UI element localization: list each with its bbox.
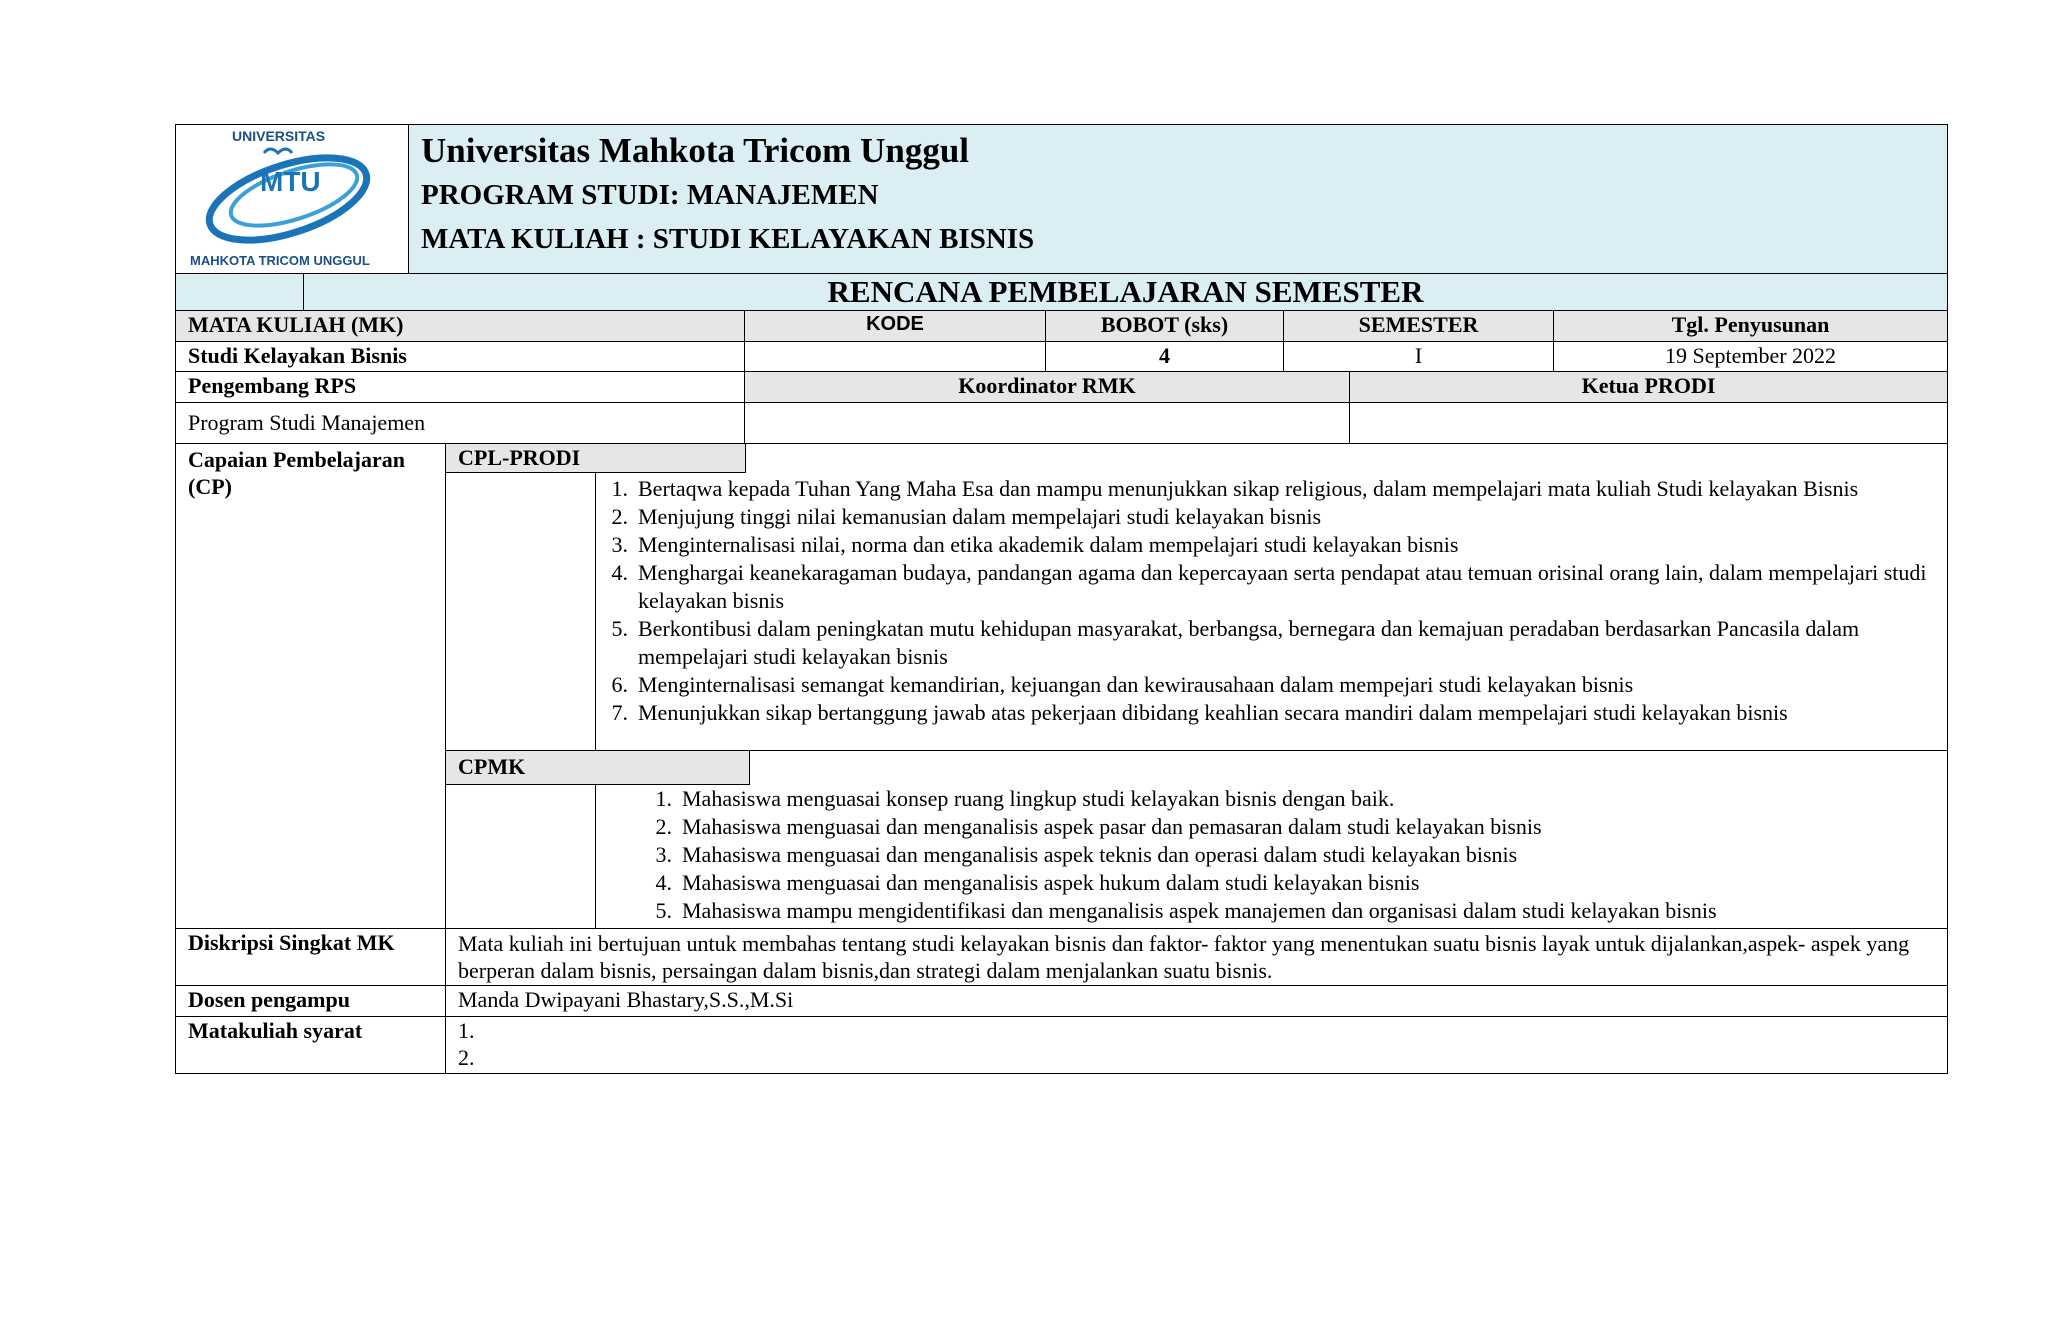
cpl-item-text: Menjujung tinggi nilai kemanusian dalam mempelajari studi kelayakan bisnis — [638, 504, 1322, 529]
cpl-item — [596, 559, 1947, 615]
bobot-value: 4 — [1046, 342, 1284, 372]
kode-header: KODE — [745, 311, 1046, 342]
prerequisite-row — [175, 1017, 1948, 1074]
logo-text-bottom: MAHKOTA TRICOM UNGGUL — [190, 253, 370, 268]
description-label: Diskripsi Singkat MK — [175, 929, 446, 986]
title-row — [175, 274, 1948, 311]
cpmk-item — [640, 785, 1947, 813]
pengembang-header: Pengembang RPS — [175, 372, 745, 403]
cpl-item — [596, 475, 1947, 503]
cpl-list-row — [446, 473, 1947, 750]
description-text: Mata kuliah ini bertujuan untuk membahas tentang studi kelayakan bisnis dan faktor- faktor yang menentukan suatu bisnis layak untuk dijalankan,aspek- aspek yang berperan dalam bisnis, persaingan dalam bisnis,dan strategi dalam menjalankan suatu bisnis. — [446, 929, 1948, 986]
cpmk-label-row — [446, 750, 1947, 785]
cpmk-item-number: 3. — [655, 842, 672, 867]
team-value-row — [175, 403, 1948, 444]
prerequisite-item: 1. — [458, 1018, 475, 1043]
cpmk-item-text: Mahasiswa menguasai dan menganalisis aspek teknis dan operasi dalam studi kelayakan bisnis — [682, 842, 1518, 867]
cpmk-item-number: 5. — [655, 898, 672, 923]
koordinator-value — [745, 403, 1350, 444]
cpl-item-number: 4. — [611, 560, 628, 585]
cpmk-item — [640, 813, 1947, 841]
cpmk-list — [640, 785, 1947, 925]
cpmk-item-text: Mahasiswa mampu mengidentifikasi dan menganalisis aspek manajemen dan organisasi dalam studi kelayakan bisnis — [682, 898, 1717, 923]
cpl-list — [596, 475, 1947, 727]
prerequisite-item: 2. — [458, 1045, 475, 1070]
prerequisite-label: Matakuliah syarat — [175, 1017, 446, 1074]
cpl-item — [596, 531, 1947, 559]
kaprodi-header: Ketua PRODI — [1350, 372, 1948, 403]
logo-graphic — [176, 125, 406, 273]
cpmk-list-row — [446, 785, 1947, 928]
cpl-item-text: Menghargai keanekaragaman budaya, pandangan agama dan kepercayaan serta pendapat atau temuan orisinal orang lain, dalam mempelajari studi kelayakan bisnis — [638, 560, 1927, 613]
kode-value — [745, 342, 1046, 372]
header-titles — [409, 125, 1046, 273]
pengembang-value: Program Studi Manajemen — [175, 403, 745, 444]
cpmk-item — [640, 897, 1947, 925]
tgl-value: 19 September 2022 — [1554, 342, 1948, 372]
prerequisite-list — [446, 1017, 1948, 1074]
course-table-values — [175, 342, 1948, 372]
cpl-item-number: 3. — [611, 532, 628, 557]
cpmk-item — [640, 869, 1947, 897]
doc-title: RENCANA PEMBELAJARAN SEMESTER — [827, 274, 1424, 309]
cpmk-item-text: Mahasiswa menguasai konsep ruang lingkup studi kelayakan bisnis dengan baik. — [682, 786, 1395, 811]
cpl-label: CPL-PRODI — [446, 444, 746, 473]
team-header-row — [175, 372, 1948, 403]
lecturer-label: Dosen pengampu — [175, 986, 446, 1017]
cpl-item-text: Berkontibusi dalam peningkatan mutu kehidupan masyarakat, berbangsa, bernegara dan kemajuan peradaban berdasarkan Pancasila dalam mempelajari studi kelayakan bisnis — [638, 616, 1860, 669]
cpl-item-number: 5. — [611, 616, 628, 641]
cpl-item — [596, 615, 1947, 671]
logo-text-mid: MTU — [260, 166, 321, 197]
bobot-header: BOBOT (sks) — [1046, 311, 1284, 342]
cp-content — [446, 444, 1948, 929]
cpmk-label: CPMK — [446, 751, 750, 785]
cpl-item-number: 6. — [611, 672, 628, 697]
cpl-label-row — [446, 444, 1947, 473]
rps-document — [175, 124, 1948, 1074]
cpmk-item-number: 1. — [655, 786, 672, 811]
logo-text-top: UNIVERSITAS — [232, 128, 326, 144]
semester-header: SEMESTER — [1284, 311, 1554, 342]
cp-section — [175, 444, 1948, 929]
lecturer-row — [175, 986, 1948, 1017]
lecturer-value: Manda Dwipayani Bhastary,S.S.,M.Si — [446, 986, 1948, 1017]
mk-value: Studi Kelayakan Bisnis — [175, 342, 745, 372]
mk-header: MATA KULIAH (MK) — [175, 311, 745, 342]
document-header — [175, 124, 1948, 274]
cpl-item-number: 2. — [611, 504, 628, 529]
cpl-item-number: 1. — [611, 476, 628, 501]
cpl-item — [596, 671, 1947, 699]
cpl-item-text: Menunjukkan sikap bertanggung jawab atas pekerjaan dibidang keahlian secara mandiri dalam mempelajari studi kelayakan bisnis — [638, 700, 1788, 725]
semester-value: I — [1284, 342, 1554, 372]
cpl-item-text: Menginternalisasi semangat kemandirian, kejuangan dan kewirausahaan dalam mempejari studi kelayakan bisnis — [638, 672, 1634, 697]
kaprodi-value — [1350, 403, 1948, 444]
cp-label: Capaian Pembelajaran (CP) — [175, 444, 446, 929]
cpl-item-text: Bertaqwa kepada Tuhan Yang Maha Esa dan mampu menunjukkan sikap religious, dalam mempelajari mata kuliah Studi kelayakan Bisnis — [638, 476, 1859, 501]
cpmk-item-text: Mahasiswa menguasai dan menganalisis aspek pasar dan pemasaran dalam studi kelayakan bisnis — [682, 814, 1542, 839]
course-table-header — [175, 311, 1948, 342]
koordinator-header: Koordinator RMK — [745, 372, 1350, 403]
program-name: PROGRAM STUDI: MANAJEMEN — [421, 179, 879, 211]
cpl-item — [596, 503, 1947, 531]
tgl-header: Tgl. Penyusunan — [1554, 311, 1948, 342]
university-name: Universitas Mahkota Tricom Unggul — [421, 131, 970, 170]
cpmk-item-number: 4. — [655, 870, 672, 895]
cpl-item-number: 7. — [611, 700, 628, 725]
cpl-item — [596, 699, 1947, 727]
cpl-item-text: Menginternalisasi nilai, norma dan etika akademik dalam mempelajari studi kelayakan bisnis — [638, 532, 1459, 557]
description-row — [175, 929, 1948, 986]
course-title: MATA KULIAH : STUDI KELAYAKAN BISNIS — [421, 223, 1035, 255]
university-logo — [176, 125, 409, 273]
cpmk-item — [640, 841, 1947, 869]
cpmk-item-number: 2. — [655, 814, 672, 839]
cpmk-item-text: Mahasiswa menguasai dan menganalisis aspek hukum dalam studi kelayakan bisnis — [682, 870, 1420, 895]
